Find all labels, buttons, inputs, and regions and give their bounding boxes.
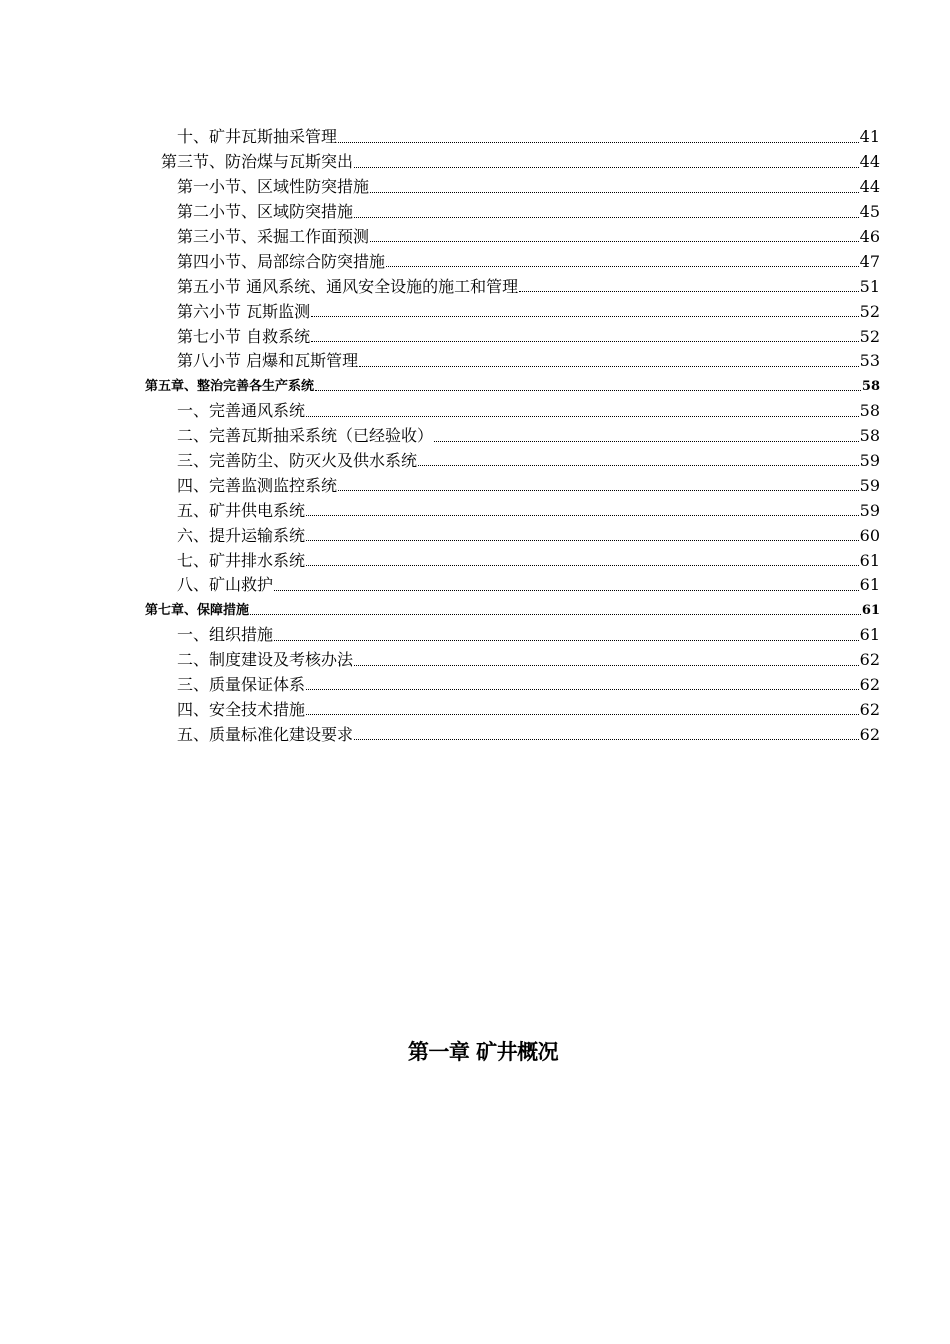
toc-entry-page: 62 (859, 699, 880, 719)
table-of-contents (0, 125, 950, 747)
toc-entry-label: 八、矿山救护 (177, 575, 274, 595)
toc-dot-leader (273, 623, 860, 648)
toc-entry[interactable] (0, 274, 950, 299)
toc-entry-label: 一、组织措施 (177, 625, 274, 645)
toc-dot-leader (310, 324, 860, 349)
toc-entry[interactable] (0, 299, 950, 324)
toc-entry[interactable] (0, 498, 950, 523)
toc-entry-label: 二、制度建设及考核办法 (177, 650, 354, 670)
toc-entry-page: 52 (859, 301, 880, 321)
toc-entry[interactable] (0, 349, 950, 374)
toc-entry-page: 62 (859, 650, 880, 670)
toc-entry[interactable] (0, 225, 950, 250)
toc-entry[interactable] (0, 150, 950, 175)
toc-dot-leader (305, 523, 860, 548)
toc-dot-leader (353, 200, 860, 225)
toc-entry[interactable] (0, 125, 950, 150)
toc-dot-leader (273, 573, 860, 598)
toc-entry[interactable] (0, 200, 950, 225)
toc-entry-page: 52 (859, 326, 880, 346)
toc-entry-label: 七、矿井排水系统 (177, 550, 306, 570)
toc-entry[interactable] (0, 424, 950, 449)
toc-dot-leader (433, 424, 860, 449)
toc-entry-page: 62 (859, 724, 880, 744)
toc-entry-label: 五、矿井供电系统 (177, 500, 306, 520)
toc-entry[interactable] (0, 324, 950, 349)
toc-dot-leader (518, 274, 860, 299)
toc-chapter-entry[interactable] (0, 598, 950, 623)
toc-entry-page: 58 (861, 378, 880, 394)
toc-entry-label: 第七小节 自救系统 (177, 326, 311, 346)
toc-dot-leader (337, 125, 860, 150)
toc-chapter-entry[interactable] (0, 374, 950, 399)
toc-dot-leader (353, 648, 860, 673)
toc-entry-label: 六、提升运输系统 (177, 525, 306, 545)
toc-entry-page: 59 (859, 451, 880, 471)
toc-entry[interactable] (0, 648, 950, 673)
toc-dot-leader (353, 150, 860, 175)
toc-dot-leader (369, 225, 860, 250)
toc-entry[interactable] (0, 722, 950, 747)
toc-entry-label: 三、完善防尘、防灭火及供水系统 (177, 451, 418, 471)
toc-entry[interactable] (0, 623, 950, 648)
toc-dot-leader (305, 548, 860, 573)
toc-dot-leader (369, 175, 860, 200)
toc-entry-page: 44 (859, 152, 880, 172)
toc-entry-page: 61 (859, 550, 880, 570)
toc-dot-leader (305, 673, 860, 698)
toc-entry[interactable] (0, 249, 950, 274)
toc-dot-leader (305, 498, 860, 523)
toc-entry-label: 第六小节 瓦斯监测 (177, 301, 311, 321)
toc-entry-page: 59 (859, 500, 880, 520)
toc-entry[interactable] (0, 523, 950, 548)
toc-entry-page: 58 (859, 426, 880, 446)
toc-dot-leader (305, 399, 860, 424)
toc-entry-label: 第五章、整治完善各生产系统 (145, 378, 315, 394)
toc-dot-leader (385, 249, 860, 274)
chapter-heading: 第一章 矿井概况 (407, 1040, 559, 1064)
toc-entry-page: 45 (859, 202, 880, 222)
toc-entry-page: 61 (861, 602, 880, 618)
toc-dot-leader (305, 697, 860, 722)
toc-entry-page: 62 (859, 675, 880, 695)
toc-entry[interactable] (0, 175, 950, 200)
toc-entry-label: 二、完善瓦斯抽采系统（已经验收） (177, 426, 434, 446)
toc-entry-label: 第四小节、局部综合防突措施 (177, 251, 386, 271)
toc-entry[interactable] (0, 573, 950, 598)
toc-dot-leader (353, 722, 860, 747)
toc-entry-label: 第二小节、区域防突措施 (177, 202, 354, 222)
toc-entry[interactable] (0, 399, 950, 424)
toc-entry-page: 60 (859, 525, 880, 545)
toc-entry-page: 44 (859, 177, 880, 197)
toc-entry-label: 十、矿井瓦斯抽采管理 (177, 127, 338, 147)
toc-entry[interactable] (0, 449, 950, 474)
toc-entry-page: 58 (859, 401, 880, 421)
toc-entry-label: 第八小节 启爆和瓦斯管理 (177, 351, 359, 371)
toc-entry-label: 四、安全技术措施 (177, 699, 306, 719)
toc-entry-label: 一、完善通风系统 (177, 401, 306, 421)
toc-entry-label: 第三节、防治煤与瓦斯突出 (161, 152, 354, 172)
toc-entry-page: 61 (859, 575, 880, 595)
toc-entry-page: 41 (859, 127, 880, 147)
toc-entry-label: 第五小节 通风系统、通风安全设施的施工和管理 (177, 276, 519, 296)
toc-dot-leader (358, 349, 860, 374)
toc-dot-leader (314, 374, 862, 399)
toc-entry-label: 第七章、保障措施 (145, 602, 250, 618)
toc-dot-leader (249, 598, 862, 623)
toc-entry-page: 53 (859, 351, 880, 371)
toc-dot-leader (417, 449, 860, 474)
toc-entry[interactable] (0, 473, 950, 498)
toc-entry-page: 47 (859, 251, 880, 271)
toc-entry-label: 第三小节、采掘工作面预测 (177, 227, 370, 246)
toc-dot-leader (337, 473, 860, 498)
toc-entry[interactable] (0, 697, 950, 722)
toc-entry-label: 三、质量保证体系 (177, 675, 306, 695)
toc-entry-label: 五、质量标准化建设要求 (177, 724, 354, 744)
toc-entry-label: 四、完善监测监控系统 (177, 475, 338, 495)
toc-entry-page: 46 (859, 227, 880, 246)
toc-entry-page: 59 (859, 475, 880, 495)
toc-entry[interactable] (0, 548, 950, 573)
toc-entry[interactable] (0, 673, 950, 698)
toc-entry-label: 第一小节、区域性防突措施 (177, 177, 370, 197)
toc-dot-leader (310, 299, 860, 324)
toc-entry-page: 61 (859, 625, 880, 645)
toc-entry-page: 51 (859, 276, 880, 296)
